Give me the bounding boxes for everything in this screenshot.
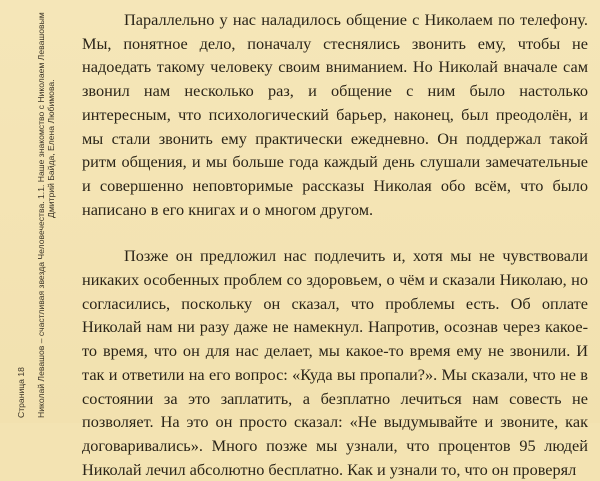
side-margin [4, 0, 60, 423]
series-title: Николай Левашов – счастливая звезда Человечества. 1.1. Наше знакомство с Николаем Левашовым [36, 12, 46, 418]
authors-line: Дмитрий Байда, Елена Любимова. [46, 79, 56, 218]
page-number: Страница 18 [16, 367, 26, 418]
paragraph-treatment: Позже он предложил нас подлечить и, хотя мы не чувствовали никаких особенных проблем со здоровьем, о чём и сказали Николаю, но согласились, поскольку он сказал, что проблемы есть. Об оплате Николай нам ни разу даже не намекнул. Напротив, осознав через какое-то время, что он для нас делает, мы какое-то время ему не звонили. И так и ответили на его вопрос: «Куда вы пропали?». Мы сказали, что не в состоянии за это заплатить, а безплатно лечиться нам совесть не позволяет. На это он просто сказал: «Не выдумывайте и звоните, как договаривались». Много позже мы узнали, что процентов 95 людей Николай лечил абсолютно бесплатно. Как и узнали то, что он проверял [82, 246, 588, 479]
body-text [82, 8, 588, 481]
paragraph-phone-contact: Параллельно у нас наладилось общение с Николаем по телефону. Мы, понятное дело, поначалу стеснялись звонить ему, чтобы не надоедать такому человеку своим вниманием. Но Николай вначале сам звонил нам несколько раз, и общение с ним было настолько интересным, что психологический барьер, наконец, был преодолён, и мы стали звонить ему практически ежедневно. Он поддержал такой ритм общения, и мы больше года каждый день слушали замечательные и совершенно неповторимые рассказы Николая обо всём, что было написано в его книгах и о многом другом. [82, 10, 588, 219]
